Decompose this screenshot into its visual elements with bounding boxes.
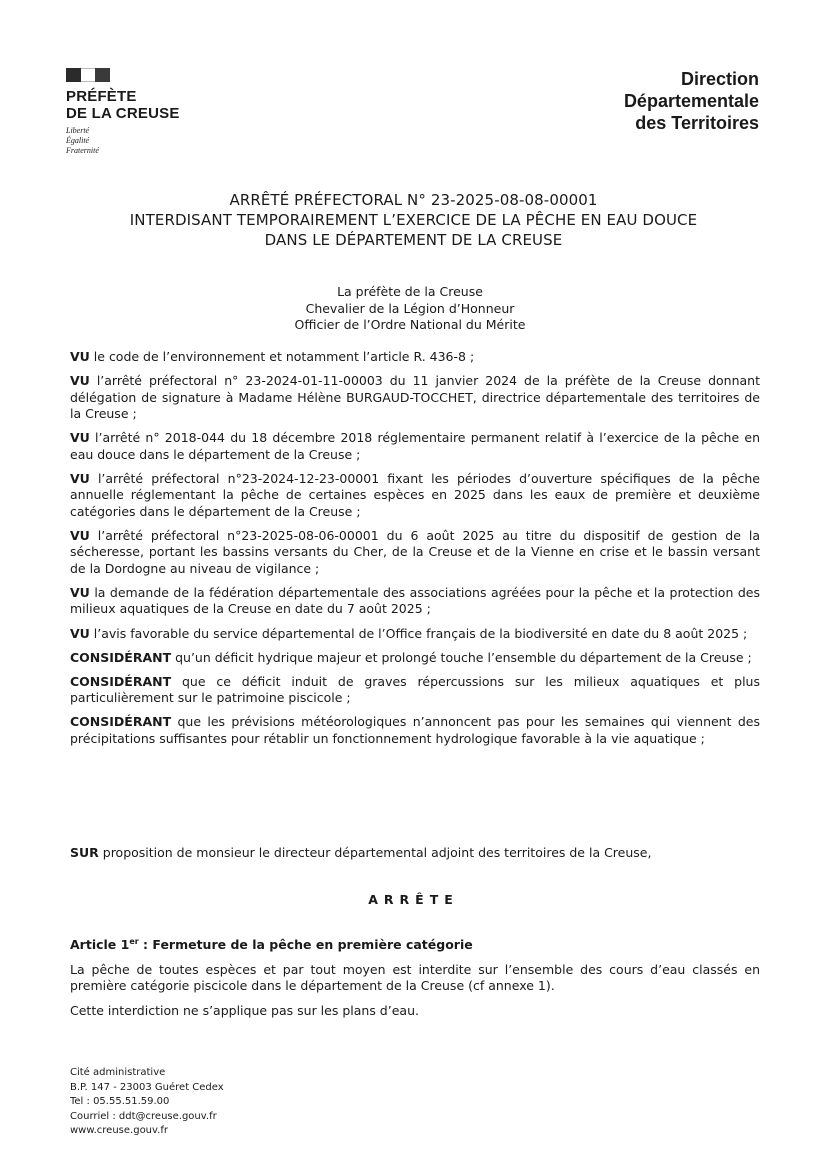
visa-paragraph bbox=[70, 528, 760, 578]
visa-paragraph bbox=[70, 373, 760, 423]
arrete-heading: ARRÊTE bbox=[368, 892, 459, 907]
footer-address-2: B.P. 147 - 23003 Guéret Cedex bbox=[70, 1081, 224, 1093]
document-title bbox=[60, 190, 767, 250]
article-1-paragraph: La pêche de toutes espèces et par tout moyen est interdite sur l’ensemble des cours d’eau classés en première catégorie piscicole dans le département de la Creuse (cf annexe 1). bbox=[70, 961, 760, 994]
visa-lead: VU bbox=[70, 430, 90, 446]
article-1-number: Article 1 bbox=[70, 937, 130, 953]
visa-text: le code de l’environnement et notamment l’article R. 436-8 ; bbox=[89, 349, 475, 364]
considerant-lead: CONSIDÉRANT bbox=[70, 714, 172, 730]
signing-authority bbox=[230, 284, 590, 334]
visa-text: l’arrêté préfectoral n°23-2024-12-23-00001 fixant les périodes d’ouverture spécifiques de la pêche annuelle réglementant la pêche de certaines espèces en 2025 dans les eaux de première et deuxième catégories dans le département de la Creuse ; bbox=[70, 470, 760, 519]
sur-text: proposition de monsieur le directeur départemental adjoint des territoires de la Creuse, bbox=[98, 845, 652, 860]
considerant-text: que ce déficit induit de graves répercussions sur les milieux aquatiques et plus particulièrement sur le patrimoine piscicole ; bbox=[70, 673, 760, 706]
article-1-heading bbox=[70, 934, 760, 954]
considerant-paragraph bbox=[70, 714, 760, 747]
title-line-1: ARRÊTÉ PRÉFECTORAL N° 23-2025-08-08-00001 bbox=[229, 191, 598, 209]
visa-paragraph bbox=[70, 349, 760, 366]
direction-line-2: Départementale bbox=[623, 91, 759, 111]
visa-text: l’arrêté préfectoral n° 23-2024-01-11-00003 du 11 janvier 2024 de la préfète de la Creuse donnant délégation de signature à Madame Hélène BURGAUD-TOCCHET, directrice départementale des territoires de la Creuse ; bbox=[70, 373, 760, 422]
motto-egalite: Égalité bbox=[66, 136, 90, 145]
considerant-lead: CONSIDÉRANT bbox=[70, 673, 172, 689]
prefecture-logo bbox=[66, 68, 226, 156]
footer-phone: Tel : 05.55.51.59.00 bbox=[70, 1096, 170, 1107]
visa-text: l’avis favorable du service départemental de l’Office français de la biodiversité en date du 8 août 2025 ; bbox=[89, 625, 748, 641]
issuing-direction bbox=[624, 68, 759, 134]
article-1-paragraph: Cette interdiction ne s’applique pas sur les plans d’eau. bbox=[70, 1002, 419, 1018]
visa-text: l’arrêté préfectoral n°23-2025-08-06-00001 du 6 août 2025 au titre du dispositif de gestion de la sécheresse, portant les bassins versants du Cher, de la Creuse et de la Vienne en crise et le bassin versant de la Dordogne au niveau de vigilance ; bbox=[70, 527, 760, 576]
marianne-flag-icon bbox=[66, 68, 110, 82]
motto-fraternite: Fraternité bbox=[66, 146, 99, 155]
visa-lead: VU bbox=[70, 373, 90, 389]
sur-lead: SUR bbox=[70, 845, 99, 860]
footer-address-1: Cité administrative bbox=[70, 1067, 166, 1078]
visa-paragraph bbox=[70, 430, 760, 463]
title-line-2: INTERDISANT TEMPORAIREMENT L’EXERCICE DE LA PÊCHE EN EAU DOUCE bbox=[129, 211, 698, 229]
visa-paragraph bbox=[70, 585, 760, 618]
direction-line-1: Direction bbox=[680, 69, 759, 89]
article-1-ordinal: er bbox=[129, 937, 139, 946]
visa-list bbox=[70, 349, 760, 755]
republic-motto bbox=[66, 126, 226, 156]
motto-liberte: Liberté bbox=[66, 126, 90, 135]
visa-lead: VU bbox=[70, 625, 90, 641]
visa-lead: VU bbox=[70, 470, 90, 486]
considerant-paragraph bbox=[70, 650, 760, 667]
contact-footer bbox=[70, 1066, 224, 1139]
considerant-text: que les prévisions météorologiques n’annoncent pas pour les semaines qui viennent des précipitations suffisantes pour rétablir un fonctionnement hydrologique favorable à la vie aquatique ; bbox=[70, 714, 760, 746]
title-line-3: DANS LE DÉPARTEMENT DE LA CREUSE bbox=[264, 231, 563, 249]
logo-line-2: DE LA CREUSE bbox=[66, 105, 180, 122]
authority-line-2: Chevalier de la Légion d’Honneur bbox=[305, 300, 515, 316]
direction-line-3: des Territoires bbox=[635, 113, 759, 133]
article-1 bbox=[70, 934, 760, 1027]
footer-email: Courriel : ddt@creuse.gouv.fr bbox=[70, 1110, 217, 1122]
article-1-title: : Fermeture de la pêche en première catégorie bbox=[138, 937, 473, 953]
authority-line-3: Officier de l’Ordre National du Mérite bbox=[294, 317, 526, 332]
logo-line-1: PRÉFÈTE bbox=[66, 88, 137, 105]
considerant-paragraph bbox=[70, 674, 760, 707]
visa-lead: VU bbox=[70, 584, 90, 600]
considerant-text: qu’un déficit hydrique majeur et prolongé touche l’ensemble du département de la Creuse ; bbox=[171, 649, 752, 665]
visa-paragraph bbox=[70, 471, 760, 521]
proposal-paragraph bbox=[70, 845, 760, 862]
authority-line-1: La préfète de la Creuse bbox=[337, 284, 483, 299]
visa-lead: VU bbox=[70, 349, 90, 364]
footer-website: www.creuse.gouv.fr bbox=[70, 1125, 168, 1136]
considerant-lead: CONSIDÉRANT bbox=[70, 649, 172, 665]
visa-paragraph bbox=[70, 626, 760, 643]
visa-text: la demande de la fédération départementale des associations agréées pour la pêche et la protection des milieux aquatiques de la Creuse en date du 7 août 2025 ; bbox=[70, 584, 760, 617]
visa-text: l’arrêté n° 2018-044 du 18 décembre 2018 réglementaire permanent relatif à l’exercice de la pêche en eau douce dans le département de la Creuse ; bbox=[70, 430, 760, 462]
visa-lead: VU bbox=[70, 527, 90, 543]
